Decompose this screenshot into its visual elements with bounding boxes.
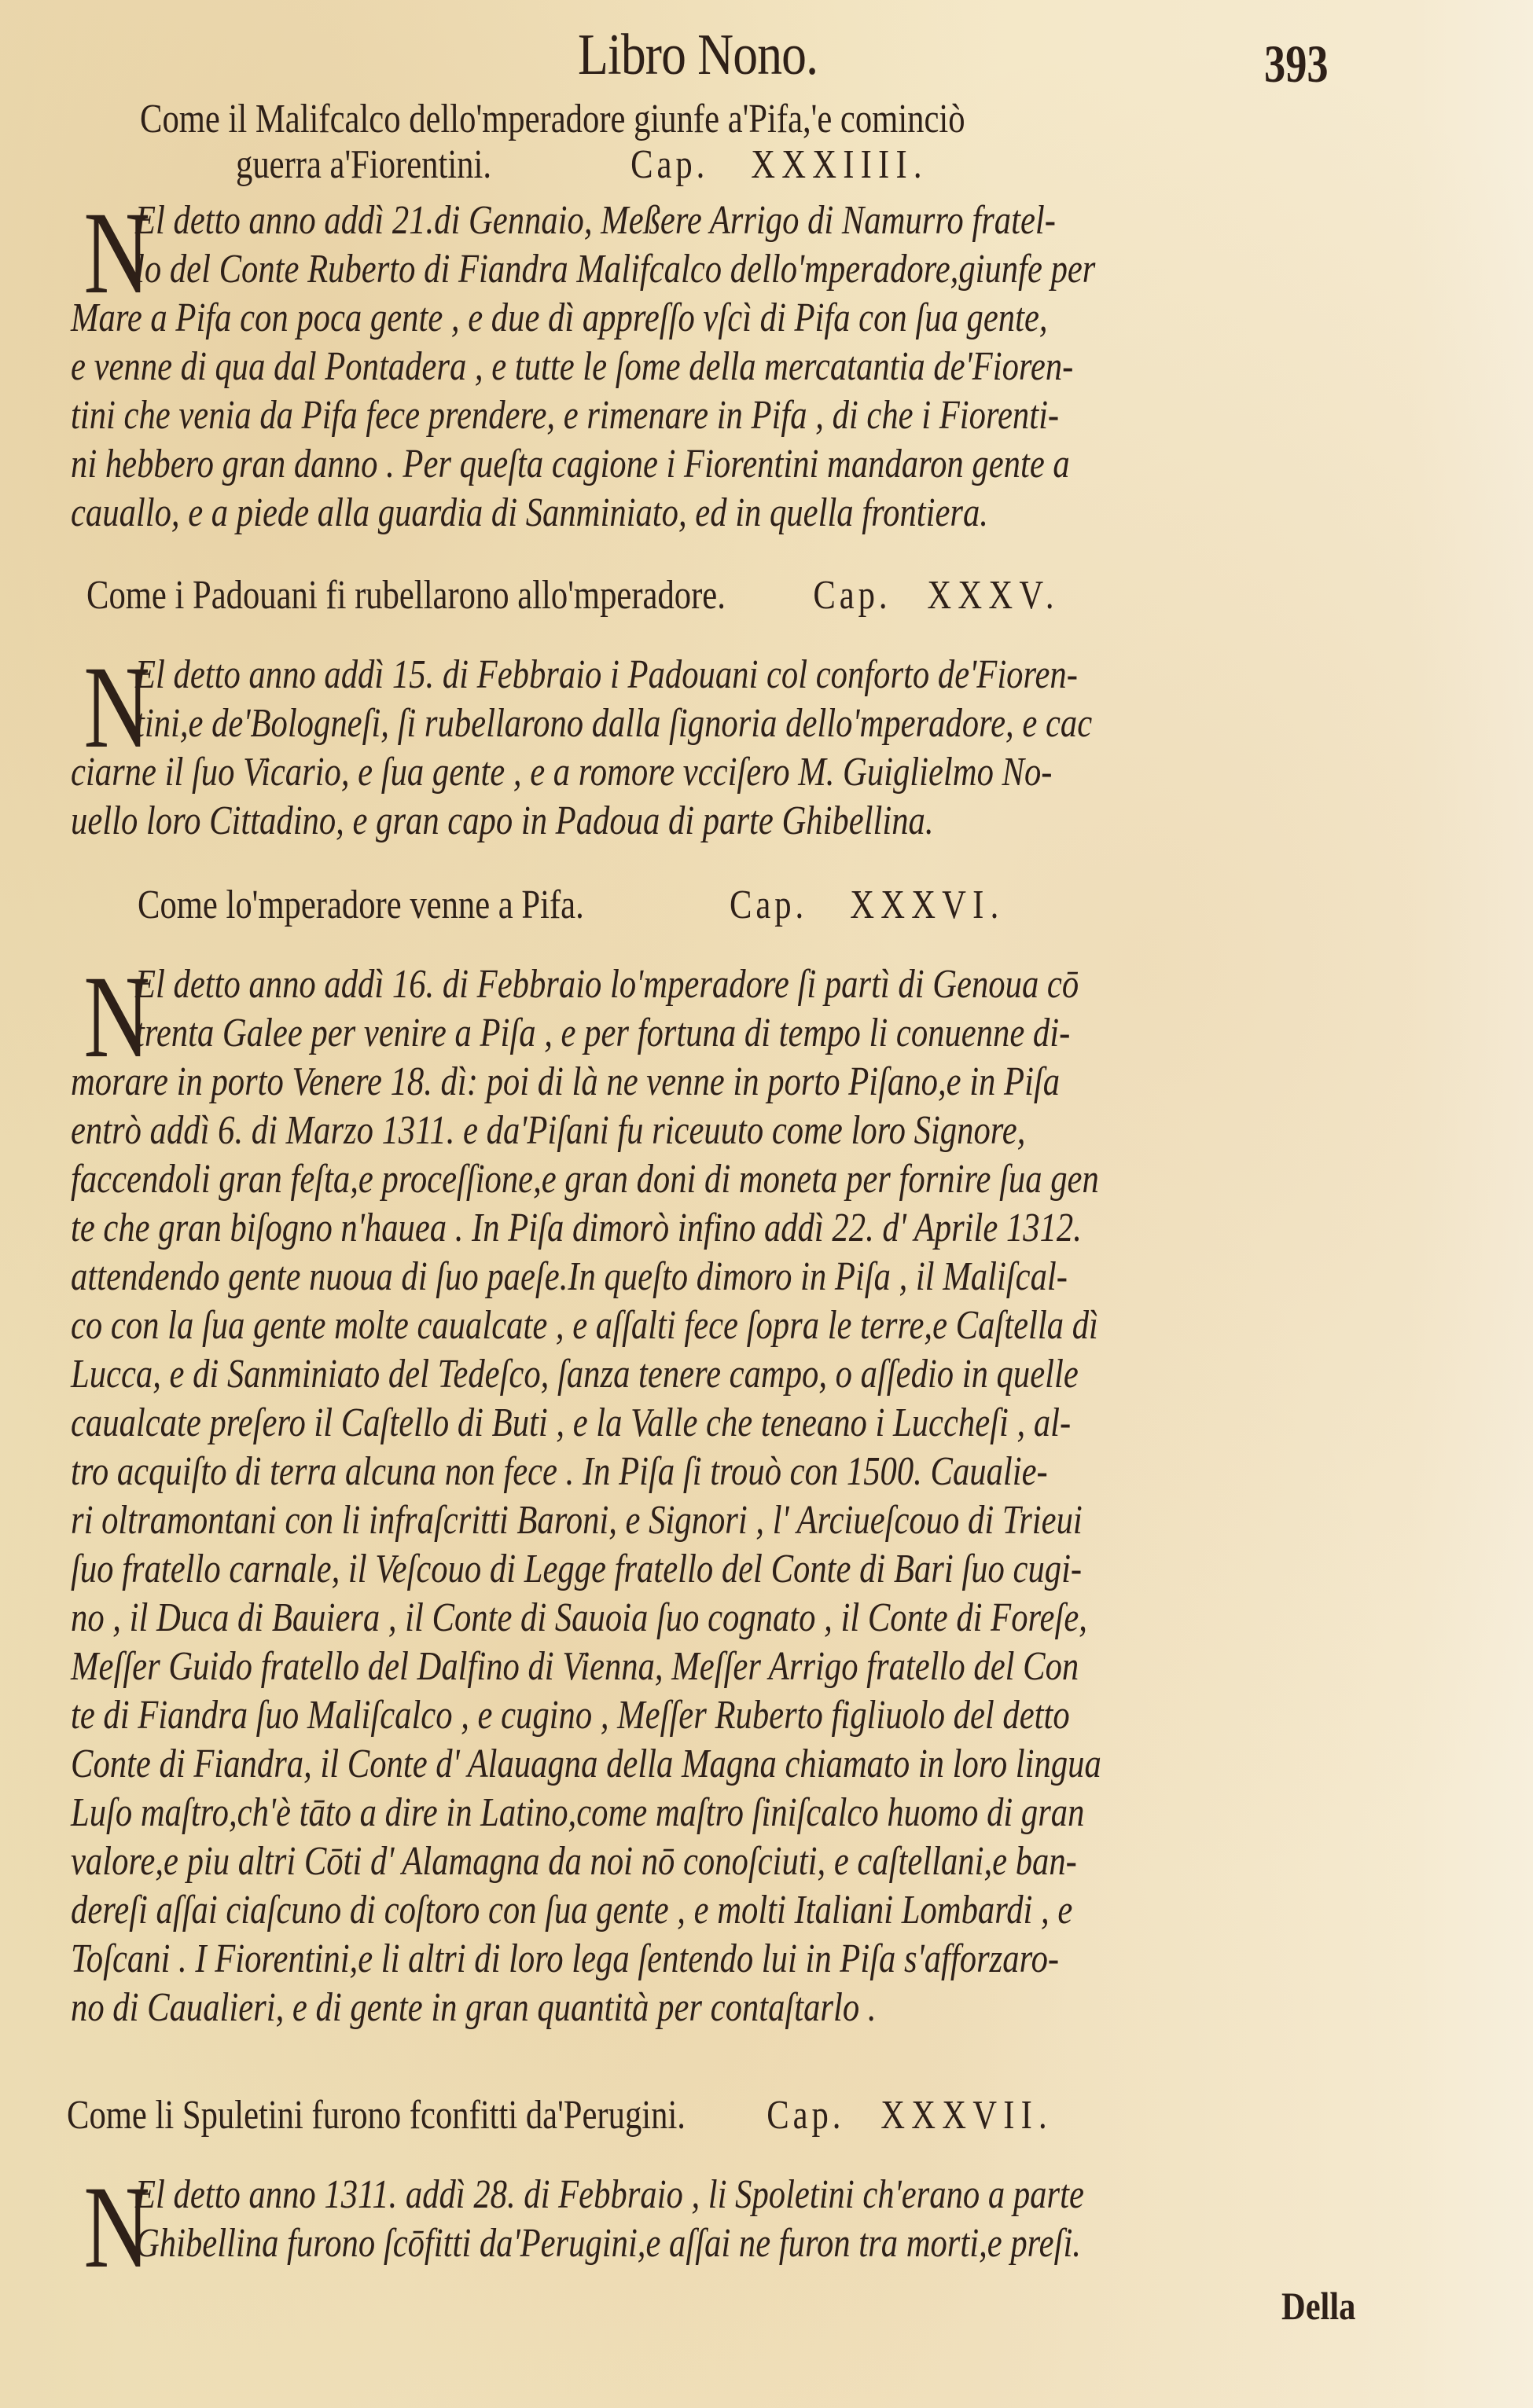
text-line: no di Caualieri, e di gente in gran quantità per contaſtarlo . <box>71 1985 877 2030</box>
chapter-label: Cap. <box>630 142 709 187</box>
text-line: Ghibellina furono ſcōfitti da'Perugini,e aſſai ne furon tra morti,e preſi. <box>135 2221 1081 2266</box>
text-line: tini,e de'Bologneſi, ſi rubellarono dalla ſignoria dello'mperadore, e cac <box>135 701 1093 746</box>
page-number: 393 <box>1264 34 1329 94</box>
text-line: attendendo gente nuoua di ſuo paeſe.In queſto dimoro in Piſa , il Maliſcal- <box>71 1254 1068 1299</box>
chapter-paragraph-35 <box>71 642 1444 846</box>
drop-cap: N <box>83 2162 150 2292</box>
chapter-number: XXXIIII. <box>751 142 928 187</box>
chapter-title: Come li Spuletini furono fconfitti da'Perugini. <box>67 2093 686 2138</box>
text-line: caualcate preſero il Caſtello di Buti , e la Valle che teneano i Luccheſi , al- <box>71 1400 1072 1445</box>
text-line: ciarne il ſuo Vicario, e ſua gente , e a romore vcciſero M. Guiglielmo No- <box>71 750 1053 795</box>
text-line: ri oltramontani con li infraſcritti Baroni, e Signori , l' Arciueſcouo di Trieui <box>71 1498 1083 1543</box>
chapter-paragraph-37 <box>71 2162 1444 2292</box>
catchword: Della <box>1281 2284 1356 2328</box>
text-line: te che gran biſogno n'hauea . In Piſa dimorò infino addì 22. d' Aprile 1312. <box>71 1206 1082 1250</box>
text-line: morare in porto Venere 18. dì: poi di là ne venne in porto Piſano,e in Piſa <box>71 1059 1061 1104</box>
chapter-number: XXXVI. <box>850 883 1005 927</box>
text-line: no , il Duca di Bauiera , il Conte di Sauoia ſuo cognato , il Conte di Foreſe, <box>71 1595 1087 1640</box>
chapter-title: Come lo'mperadore venne a Pifa. <box>138 883 584 927</box>
chapter-title-cont: guerra a'Fiorentini. <box>236 142 492 187</box>
text-line: te di Fiandra ſuo Maliſcalco , e cugino , Meſſer Ruberto figliuolo del detto <box>71 1693 1070 1738</box>
chapter-paragraph-34 <box>71 188 1444 538</box>
text-line: ſuo fratello carnale, il Veſcouo di Legge fratello del Conte di Bari ſuo cugi- <box>71 1547 1083 1591</box>
chapter-number: XXXV. <box>927 573 1061 618</box>
chapter-heading-34-line2 <box>236 141 928 188</box>
text-line: uello loro Cittadino, e gran capo in Padoua di parte Ghibellina. <box>71 798 934 843</box>
book-title: Libro Nono. <box>578 23 818 87</box>
text-line: e venne di qua dal Pontadera , e tutte le ſome della mercatantia de'Fioren- <box>71 344 1074 389</box>
text-line: faccendoli gran feſta,e proceſſione,e gran doni di moneta per fornire ſua gen <box>71 1157 1099 1202</box>
text-line: El detto anno addì 15. di Febbraio i Padouani col conforto de'Fioren- <box>135 652 1078 697</box>
text-line: tro acquiſto di terra alcuna non fece . In Piſa ſi trouò con 1500. Caualie- <box>71 1449 1048 1494</box>
drop-cap: N <box>83 952 150 1082</box>
text-line: tini che venia da Pifa fece prendere, e rimenare in Pifa , di che i Fiorenti- <box>71 393 1060 438</box>
text-line: Toſcani . I Fiorentini,e li altri di loro lega ſentendo lui in Piſa s'afforzaro- <box>71 1936 1060 1981</box>
text-line: co con la ſua gente molte caualcate , e aſſalti fece ſopra le terre,e Caſtella dì <box>71 1303 1098 1348</box>
text-line: valore,e piu altri Cōti d' Alamagna da noi nō conoſciuti, e caſtellani,e ban- <box>71 1839 1077 1884</box>
text-line: Conte di Fiandra, il Conte d' Alauagna della Magna chiamato in loro lingua <box>71 1742 1101 1786</box>
chapter-label: Cap. <box>813 573 891 618</box>
chapter-heading-34 <box>140 96 965 142</box>
text-line: Mare a Pifa con poca gente , e due dì appreſſo vſcì di Pifa con ſua gente, <box>71 295 1048 340</box>
chapter-label: Cap. <box>730 883 808 927</box>
chapter-title: Come il Malifcalco dello'mperadore giunfe a'Pifa,'e cominciò <box>140 97 965 141</box>
running-head <box>0 22 1533 93</box>
text-line: ni hebbero gran danno . Per queſta cagione i Fiorentini mandaron gente a <box>71 442 1070 486</box>
text-line: cauallo, e a piede alla guardia di Sanminiato, ed in quella frontiera. <box>71 490 988 535</box>
text-line: lo del Conte Ruberto di Fiandra Malifcalco dello'mperadore,giunfe per <box>135 247 1096 292</box>
drop-cap: N <box>83 188 150 318</box>
text-line: El detto anno addì 21.di Gennaio, Meßere Arrigo di Namurro fratel- <box>135 198 1056 243</box>
chapter-label: Cap. <box>766 2093 845 2138</box>
chapter-heading-35 <box>86 572 1061 619</box>
chapter-heading-36 <box>138 882 1005 928</box>
text-line: El detto anno 1311. addì 28. di Febbraio , li Spoletini ch'erano a parte <box>135 2172 1084 2217</box>
chapter-title: Come i Padouani fi rubellarono allo'mperadore. <box>86 573 726 618</box>
chapter-heading-37 <box>67 2092 1053 2138</box>
chapter-number: XXXVII. <box>880 2093 1053 2138</box>
drop-cap: N <box>83 642 150 773</box>
text-line: dereſi aſſai ciaſcuno di coſtoro con ſua gente , e molti Italiani Lombardi , e <box>71 1888 1073 1933</box>
text-line: Meſſer Guido fratello del Dalfino di Vienna, Meſſer Arrigo fratello del Con <box>71 1644 1079 1689</box>
text-line: El detto anno addì 16. di Febbraio lo'mperadore ſi partì di Genoua cō <box>135 962 1079 1007</box>
text-line: Lucca, e di Sanminiato del Tedeſco, ſanza tenere campo, o aſſedio in quelle <box>71 1352 1079 1397</box>
text-line: entrò addì 6. di Marzo 1311. e da'Piſani fu riceuuto come loro Signore, <box>71 1108 1026 1153</box>
chapter-paragraph-36 <box>71 952 1444 2032</box>
text-line: Luſo maſtro,ch'è tāto a dire in Latino,come maſtro ſiniſcalco huomo di gran <box>71 1790 1085 1835</box>
text-line: trenta Galee per venire a Piſa , e per fortuna di tempo li conuenne di- <box>135 1011 1071 1055</box>
